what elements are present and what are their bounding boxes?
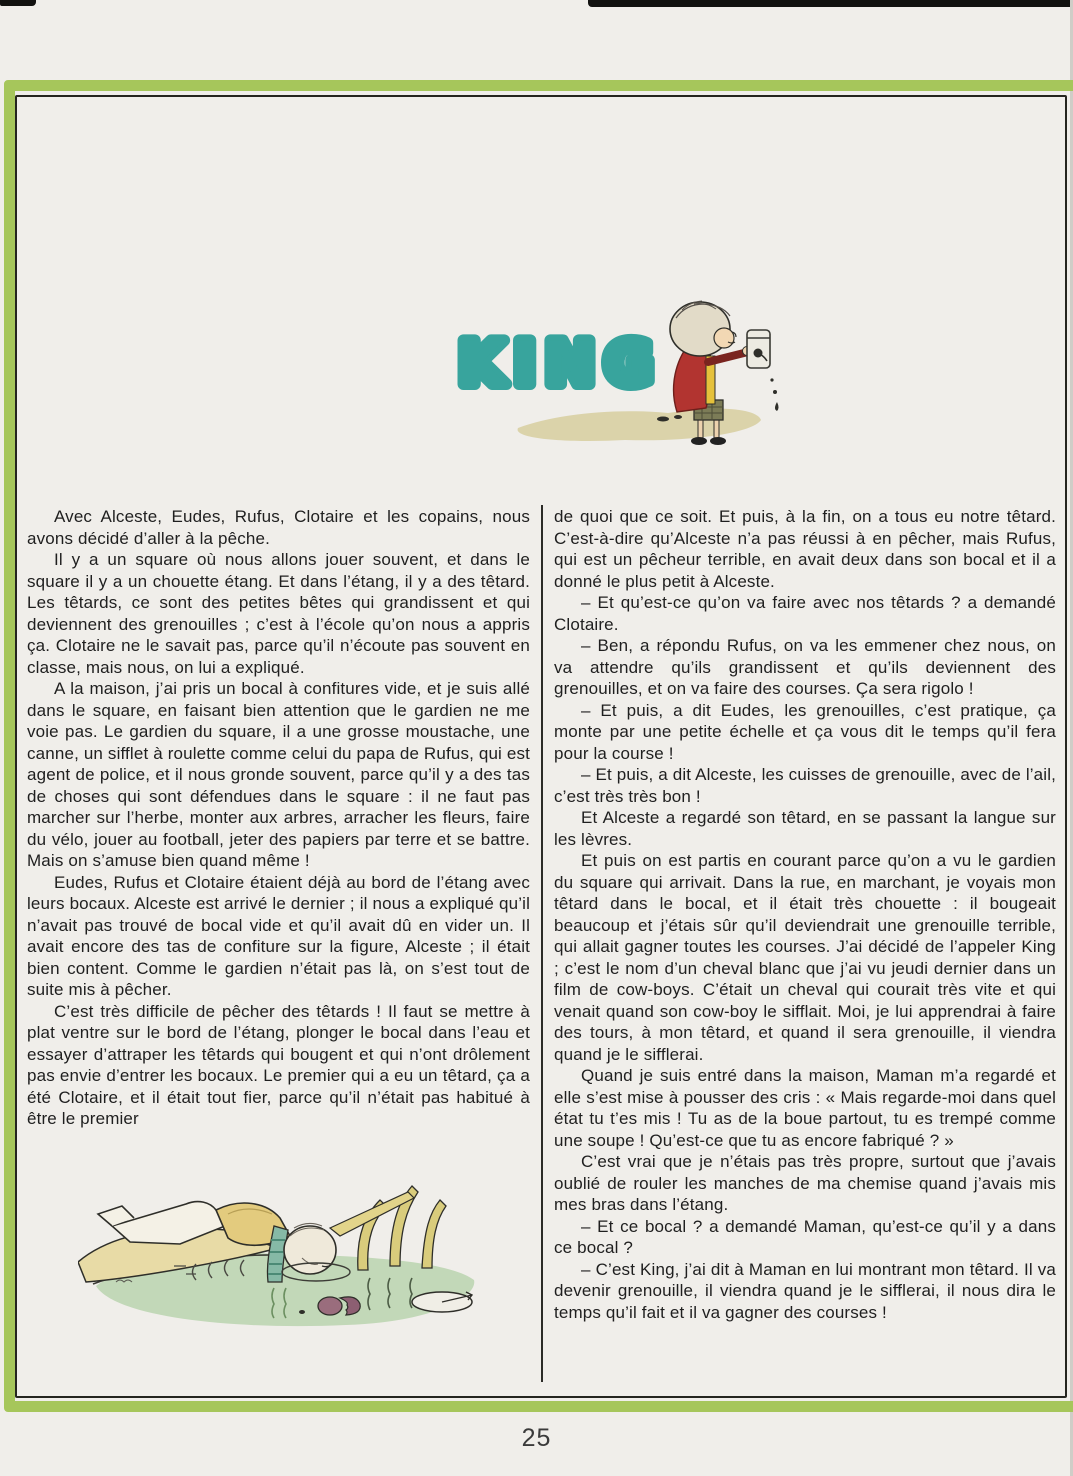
story-paragraph: – Ben, a répondu Rufus, on va les emmener chez nous, on va attendre qu’ils grandissent et qu’ils deviennent des grenouilles, et on va faire des courses. Ça sera rigolo !	[554, 636, 1056, 698]
story-paragraph: Et puis on est partis en courant parce qu’on a vu le gardien du square qui arrivait. Dans la rue, en marchant, je voyais mon têtard dans le bocal, et il était très chouette : il bougeait beaucoup et j’étais sûr qu’il deviendrait une grenouille terrible, qui allait gagner toutes les courses. J’ai décidé de l’appeler King ; c’est le nom d’un cheval blanc que j’ai vu jeudi dernier dans un film de cow-boys. C’était un cheval qui courait très vite et qui venait quand son cow-boy le sifflait. Moi, je lui apprendrai à faire des tours, à mon têtard, et quand il sera grenouille, il viendra quand je le sifflerai.	[554, 851, 1056, 1064]
scan-artifact-corner	[0, 0, 36, 6]
story-paragraph: – Et puis, a dit Alceste, les cuisses de grenouille, avec de l’ail, c’est très très bon !	[554, 765, 1056, 806]
story-paragraph: – Et ce bocal ? a demandé Maman, qu’est-ce qu’il y a dans ce bocal ?	[554, 1216, 1056, 1257]
column-divider-rule	[541, 505, 543, 1382]
boy-with-jar-drawing	[500, 292, 800, 457]
story-paragraph: Quand je suis entré dans la maison, Maman m’a regardé et elle s’est mise à pousser des cris : « Mais regarde-moi dans quel état tu t’es mis ! Tu as de la boue partout, tu es trempé comme une soupe ! Qu’est-ce que tu as encore fabriqué ? »	[554, 1066, 1056, 1150]
story-paragraph: C’est vrai que je n’étais pas très propre, surtout que j’avais oublié de rouler les manches de ma chemise quand j’avais mis mes bras dans l’étang.	[554, 1152, 1056, 1214]
title-text: KING	[458, 329, 663, 399]
story-paragraph: – Et puis, a dit Eudes, les grenouilles, c’est pratique, ça monte par une petite échelle et ça vous dit le temps qu’il fera pour la course !	[554, 700, 1056, 763]
story-paragraph: Eudes, Rufus et Clotaire étaient déjà au bord de l’étang avec leurs bocaux. Alceste est arrivé le dernier ; il nous a expliqué qu’il n’avait pas trouvé de bocal vide et qu’il avait dû en vider un. Il avait encore des tas de confiture sur la figure, Alceste ; il était bien content. Comme le gardien n’était pas là, on s’est tout de suite mis à pêcher.	[27, 872, 530, 999]
page-number: 25	[521, 1424, 552, 1452]
story-paragraph: C’est très difficile de pêcher des têtards ! Il faut se mettre à plat ventre sur le bord de l’étang, plonger le bocal dans l’eau et essayer d’attraper les têtards qui bougent et qui n’ont drôlement pas envie d’entrer les bocaux. Le premier qui a eu un têtard, ça a été Clotaire, et il était tout fier, parce qu’il n’était pas habitué à être le premier	[27, 1001, 530, 1128]
story-paragraph: Et Alceste a regardé son têtard, en se passant la langue sur les lèvres.	[554, 808, 1056, 849]
story-paragraph: Il y a un square où nous allons jouer souvent, et dans le square il y a un chouette étang. Et dans l’étang, il y a des têtard. Les têtards, ce sont des petites bêtes qui grandissent et qui deviennent des grenouilles ; c’est à l’école qu’on nous a appris ça. Clotaire ne le savait pas, parce qu’il n’écoute pas souvent en classe, mais nous, on lui a expliqué.	[27, 550, 530, 677]
ground-shadow	[518, 409, 761, 441]
nicolas-with-jar-illustration	[500, 292, 800, 462]
fish	[318, 1297, 342, 1315]
story-paragraph: de quoi que ce soit. Et puis, à la fin, on a tous eu notre têtard. C’est-à-dire qu’Alceste n’a pas réussi à en pêcher, mais Rufus, qui est un pêcheur terrible, en avait deux dans son bocal et il a donné le plus petit à Alceste.	[554, 507, 1056, 591]
story-paragraph: Avec Alceste, Eudes, Rufus, Clotaire et les copains, nous avons décidé d’aller à la pêche.	[27, 507, 530, 548]
scan-artifact-top-strip	[588, 0, 1073, 7]
boy-fishing-in-pond-drawing	[78, 1166, 483, 1338]
story-paragraph: – C’est King, j’ai dit à Maman en lui montrant mon têtard. Il va devenir grenouille, il viendra quand je le sifflerai, il nous dira le temps qu’il fait et il va gagner des courses !	[554, 1259, 1056, 1322]
story-paragraph: – Et qu’est-ce qu’on va faire avec nos têtards ? a demandé Clotaire.	[554, 593, 1056, 634]
pond-fishing-illustration	[78, 1166, 483, 1343]
story-paragraph: A la maison, j’ai pris un bocal à confitures vide, et je suis allé dans le square, en faisant bien attention que le gardien ne me voie pas. Le gardien du square, il a une grosse moustache, une canne, un sifflet à roulette comme celui du papa de Rufus, qui est agent de police, et il nous gronde souvent, parce qu’il y a des tas de choses qui sont défendues dans le square : il ne faut pas marcher sur l’herbe, monter aux arbres, arracher les fleurs, faire du vélo, jouer au football, jeter des papiers par terre et se battre. Mais on s’amuse bien quand même !	[27, 679, 530, 870]
left-text-column	[27, 506, 530, 1130]
right-text-column	[554, 506, 1056, 1323]
